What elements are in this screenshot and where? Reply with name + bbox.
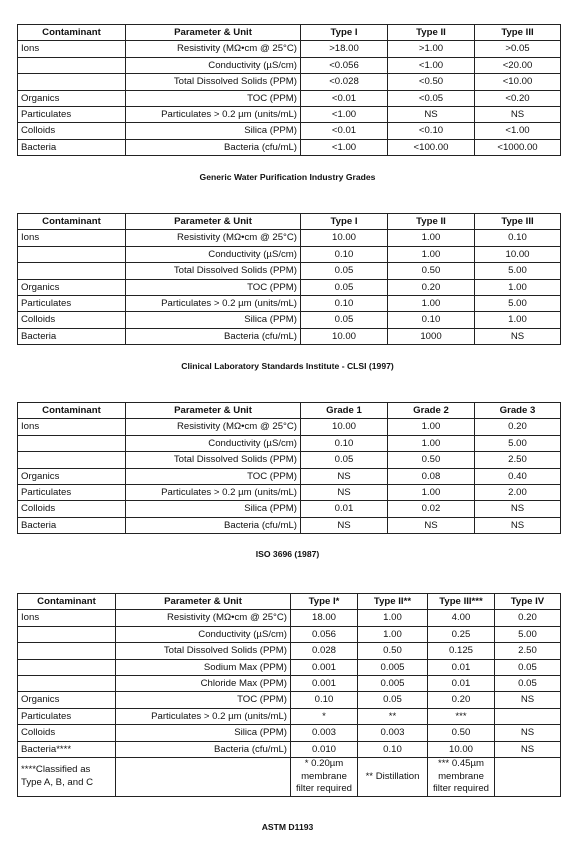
contaminant-cell: [18, 246, 126, 262]
table-row: [18, 676, 561, 692]
value-cell: 0.20: [428, 692, 495, 708]
value-cell: 0.05: [301, 279, 388, 295]
value-cell: **: [358, 708, 428, 724]
note-empty: [495, 758, 561, 797]
value-cell: 5.00: [475, 263, 561, 279]
parameter-cell: Particulates > 0.2 µm (units/mL): [126, 107, 301, 123]
value-cell: 0.05: [495, 659, 561, 675]
value-cell: <1.00: [301, 107, 388, 123]
contaminant-cell: Colloids: [18, 123, 126, 139]
header-parameter: Parameter & Unit: [116, 594, 291, 610]
value-cell: 0.50: [428, 725, 495, 741]
contaminant-cell: Particulates: [18, 485, 126, 501]
parameter-cell: Sodium Max (PPM): [116, 659, 291, 675]
header-type-2: Type II**: [358, 594, 428, 610]
parameter-cell: Particulates > 0.2 µm (units/mL): [126, 485, 301, 501]
value-cell: >0.05: [475, 41, 561, 57]
contaminant-cell: [18, 452, 126, 468]
value-cell: 5.00: [495, 626, 561, 642]
table-row: [18, 692, 561, 708]
parameter-cell: Bacteria (cfu/mL): [116, 741, 291, 757]
contaminant-cell: Organics: [18, 692, 116, 708]
header-contaminant: Contaminant: [18, 594, 116, 610]
table-row: [18, 419, 561, 435]
note-bacteria-classification: ****Classified as Type A, B, and C: [18, 758, 116, 797]
header-type-4: Type IV: [495, 594, 561, 610]
parameter-cell: Silica (PPM): [126, 123, 301, 139]
value-cell: 0.125: [428, 643, 495, 659]
value-cell: NS: [301, 485, 388, 501]
value-cell: 0.10: [301, 296, 388, 312]
value-cell: 1.00: [475, 312, 561, 328]
parameter-cell: Resistivity (MΩ•cm @ 25°C): [116, 610, 291, 626]
value-cell: 0.10: [301, 435, 388, 451]
value-cell: NS: [495, 741, 561, 757]
value-cell: 0.08: [388, 468, 475, 484]
value-cell: 0.10: [301, 246, 388, 262]
table-generic-grades: [17, 24, 561, 156]
contaminant-cell: [18, 435, 126, 451]
value-cell: 2.50: [495, 643, 561, 659]
parameter-cell: Resistivity (MΩ•cm @ 25°C): [126, 41, 301, 57]
table-row: [18, 435, 561, 451]
parameter-cell: TOC (PPM): [126, 279, 301, 295]
header-parameter: Parameter & Unit: [126, 403, 301, 419]
parameter-cell: TOC (PPM): [116, 692, 291, 708]
value-cell: 0.028: [291, 643, 358, 659]
value-cell: 10.00: [301, 328, 388, 344]
parameter-cell: Total Dissolved Solids (PPM): [126, 452, 301, 468]
header-row: [18, 25, 561, 41]
parameter-cell: TOC (PPM): [126, 90, 301, 106]
value-cell: 10.00: [301, 230, 388, 246]
table-row: [18, 610, 561, 626]
value-cell: 18.00: [291, 610, 358, 626]
value-cell: 1.00: [388, 230, 475, 246]
value-cell: 0.01: [428, 676, 495, 692]
contaminant-cell: Bacteria****: [18, 741, 116, 757]
parameter-cell: Total Dissolved Solids (PPM): [126, 263, 301, 279]
table-row: [18, 107, 561, 123]
header-type-1: Type I: [301, 25, 388, 41]
value-cell: <0.01: [301, 123, 388, 139]
contaminant-cell: Colloids: [18, 312, 126, 328]
parameter-cell: Resistivity (MΩ•cm @ 25°C): [126, 230, 301, 246]
value-cell: 1.00: [358, 610, 428, 626]
value-cell: NS: [475, 501, 561, 517]
parameter-cell: Particulates > 0.2 µm (units/mL): [126, 296, 301, 312]
value-cell: <20.00: [475, 57, 561, 73]
header-type-1: Type I: [301, 214, 388, 230]
value-cell: 0.056: [291, 626, 358, 642]
contaminant-cell: Bacteria: [18, 139, 126, 155]
value-cell: 4.00: [428, 610, 495, 626]
header-grade-2: Grade 2: [388, 403, 475, 419]
contaminant-cell: Colloids: [18, 501, 126, 517]
value-cell: 1.00: [388, 435, 475, 451]
parameter-cell: Conductivity (µS/cm): [126, 246, 301, 262]
parameter-cell: Chloride Max (PPM): [116, 676, 291, 692]
header-type-2: Type II: [388, 214, 475, 230]
note-empty: [116, 758, 291, 797]
table-row: [18, 725, 561, 741]
value-cell: 5.00: [475, 296, 561, 312]
header-type-3: Type III: [475, 25, 561, 41]
table-row: [18, 485, 561, 501]
value-cell: 0.05: [495, 676, 561, 692]
header-type-3: Type III: [475, 214, 561, 230]
header-parameter: Parameter & Unit: [126, 25, 301, 41]
table-row: [18, 659, 561, 675]
parameter-cell: Particulates > 0.2 µm (units/mL): [116, 708, 291, 724]
table-row: [18, 246, 561, 262]
value-cell: 1.00: [388, 296, 475, 312]
value-cell: 2.00: [475, 485, 561, 501]
value-cell: NS: [388, 107, 475, 123]
value-cell: 0.001: [291, 659, 358, 675]
table-row: [18, 643, 561, 659]
value-cell: NS: [495, 725, 561, 741]
value-cell: NS: [475, 107, 561, 123]
caption-generic-grades: Generic Water Purification Industry Grades: [199, 172, 376, 182]
data-table: [17, 24, 561, 156]
value-cell: NS: [475, 517, 561, 533]
contaminant-cell: [18, 263, 126, 279]
contaminant-cell: Ions: [18, 230, 126, 246]
contaminant-cell: [18, 643, 116, 659]
header-grade-3: Grade 3: [475, 403, 561, 419]
parameter-cell: Bacteria (cfu/mL): [126, 328, 301, 344]
table-row: [18, 41, 561, 57]
value-cell: *: [291, 708, 358, 724]
contaminant-cell: Ions: [18, 610, 116, 626]
header-type-1: Type I*: [291, 594, 358, 610]
value-cell: NS: [388, 517, 475, 533]
value-cell: >18.00: [301, 41, 388, 57]
value-cell: 1.00: [358, 626, 428, 642]
value-cell: 0.001: [291, 676, 358, 692]
value-cell: 0.003: [358, 725, 428, 741]
parameter-cell: Conductivity (µS/cm): [126, 435, 301, 451]
parameter-cell: Total Dissolved Solids (PPM): [126, 74, 301, 90]
value-cell: 0.05: [358, 692, 428, 708]
value-cell: NS: [495, 692, 561, 708]
value-cell: 0.20: [475, 419, 561, 435]
table-row: [18, 517, 561, 533]
contaminant-cell: [18, 626, 116, 642]
header-row: [18, 214, 561, 230]
header-contaminant: Contaminant: [18, 25, 126, 41]
value-cell: 0.005: [358, 659, 428, 675]
value-cell: 0.05: [301, 263, 388, 279]
parameter-cell: Resistivity (MΩ•cm @ 25°C): [126, 419, 301, 435]
caption-astm: ASTM D1193: [261, 822, 314, 832]
table-body: [18, 610, 561, 758]
caption-clsi: Clinical Laboratory Standards Institute - CLSI (1997): [181, 361, 394, 371]
value-cell: 0.005: [358, 676, 428, 692]
value-cell: <0.50: [388, 74, 475, 90]
header-contaminant: Contaminant: [18, 403, 126, 419]
value-cell: <1000.00: [475, 139, 561, 155]
table-row: [18, 312, 561, 328]
contaminant-cell: [18, 57, 126, 73]
value-cell: 0.20: [495, 610, 561, 626]
note-type-3: *** 0.45µm membrane filter required: [428, 758, 495, 797]
parameter-cell: Silica (PPM): [126, 501, 301, 517]
value-cell: 0.10: [358, 741, 428, 757]
value-cell: 0.40: [475, 468, 561, 484]
table-row: [18, 90, 561, 106]
value-cell: <0.028: [301, 74, 388, 90]
header-row: [18, 594, 561, 610]
value-cell: <1.00: [301, 139, 388, 155]
caption-iso: ISO 3696 (1987): [255, 549, 320, 559]
value-cell: NS: [475, 328, 561, 344]
parameter-cell: Conductivity (µS/cm): [116, 626, 291, 642]
value-cell: NS: [301, 517, 388, 533]
table-astm: [17, 593, 561, 797]
table-body: [18, 230, 561, 345]
data-table: [17, 213, 561, 345]
table-row: [18, 468, 561, 484]
contaminant-cell: Bacteria: [18, 517, 126, 533]
table-row: [18, 74, 561, 90]
contaminant-cell: Organics: [18, 279, 126, 295]
value-cell: 0.10: [291, 692, 358, 708]
value-cell: <0.056: [301, 57, 388, 73]
table-row: [18, 279, 561, 295]
value-cell: 1.00: [475, 279, 561, 295]
value-cell: 1.00: [388, 419, 475, 435]
value-cell: [495, 708, 561, 724]
value-cell: 0.05: [301, 312, 388, 328]
value-cell: 0.20: [388, 279, 475, 295]
data-table: [17, 402, 561, 534]
value-cell: 0.50: [358, 643, 428, 659]
value-cell: 0.25: [428, 626, 495, 642]
table-body: [18, 419, 561, 534]
header-parameter: Parameter & Unit: [126, 214, 301, 230]
value-cell: 5.00: [475, 435, 561, 451]
value-cell: 0.01: [428, 659, 495, 675]
header-row: [18, 403, 561, 419]
value-cell: 1.00: [388, 246, 475, 262]
value-cell: 0.010: [291, 741, 358, 757]
value-cell: 0.003: [291, 725, 358, 741]
value-cell: ***: [428, 708, 495, 724]
contaminant-cell: Particulates: [18, 296, 126, 312]
parameter-cell: Conductivity (µS/cm): [126, 57, 301, 73]
contaminant-cell: [18, 676, 116, 692]
header-type-2: Type II: [388, 25, 475, 41]
data-table: [17, 593, 561, 797]
value-cell: 10.00: [475, 246, 561, 262]
value-cell: 0.01: [301, 501, 388, 517]
contaminant-cell: [18, 659, 116, 675]
parameter-cell: TOC (PPM): [126, 468, 301, 484]
value-cell: <0.10: [388, 123, 475, 139]
contaminant-cell: Particulates: [18, 708, 116, 724]
value-cell: >1.00: [388, 41, 475, 57]
table-row: [18, 57, 561, 73]
parameter-cell: Silica (PPM): [126, 312, 301, 328]
value-cell: <10.00: [475, 74, 561, 90]
header-type-3: Type III***: [428, 594, 495, 610]
contaminant-cell: Ions: [18, 419, 126, 435]
note-type-2: ** Distillation: [358, 758, 428, 797]
parameter-cell: Bacteria (cfu/mL): [126, 139, 301, 155]
table-row: [18, 230, 561, 246]
value-cell: 1000: [388, 328, 475, 344]
value-cell: 0.50: [388, 263, 475, 279]
parameter-cell: Total Dissolved Solids (PPM): [116, 643, 291, 659]
value-cell: 0.05: [301, 452, 388, 468]
table-row: [18, 452, 561, 468]
value-cell: <0.05: [388, 90, 475, 106]
table-row: [18, 296, 561, 312]
table-row: [18, 328, 561, 344]
table-row: [18, 708, 561, 724]
value-cell: <0.20: [475, 90, 561, 106]
table-iso: [17, 402, 561, 534]
contaminant-cell: Organics: [18, 90, 126, 106]
value-cell: <0.01: [301, 90, 388, 106]
notes-row: [18, 758, 561, 797]
table-clsi: [17, 213, 561, 345]
value-cell: 10.00: [301, 419, 388, 435]
parameter-cell: Bacteria (cfu/mL): [126, 517, 301, 533]
contaminant-cell: Organics: [18, 468, 126, 484]
value-cell: 1.00: [388, 485, 475, 501]
value-cell: 2.50: [475, 452, 561, 468]
table-row: [18, 501, 561, 517]
contaminant-cell: Ions: [18, 41, 126, 57]
value-cell: 10.00: [428, 741, 495, 757]
notes-body: [18, 758, 561, 797]
table-row: [18, 626, 561, 642]
table-row: [18, 123, 561, 139]
value-cell: 0.02: [388, 501, 475, 517]
value-cell: <100.00: [388, 139, 475, 155]
header-grade-1: Grade 1: [301, 403, 388, 419]
note-type-1: * 0.20µm membrane filter required: [291, 758, 358, 797]
contaminant-cell: [18, 74, 126, 90]
table-row: [18, 139, 561, 155]
parameter-cell: Silica (PPM): [116, 725, 291, 741]
table-body: [18, 41, 561, 156]
value-cell: <1.00: [388, 57, 475, 73]
value-cell: <1.00: [475, 123, 561, 139]
header-contaminant: Contaminant: [18, 214, 126, 230]
table-row: [18, 741, 561, 757]
contaminant-cell: Particulates: [18, 107, 126, 123]
value-cell: 0.10: [475, 230, 561, 246]
contaminant-cell: Bacteria: [18, 328, 126, 344]
value-cell: 0.50: [388, 452, 475, 468]
value-cell: NS: [301, 468, 388, 484]
contaminant-cell: Colloids: [18, 725, 116, 741]
value-cell: 0.10: [388, 312, 475, 328]
table-row: [18, 263, 561, 279]
